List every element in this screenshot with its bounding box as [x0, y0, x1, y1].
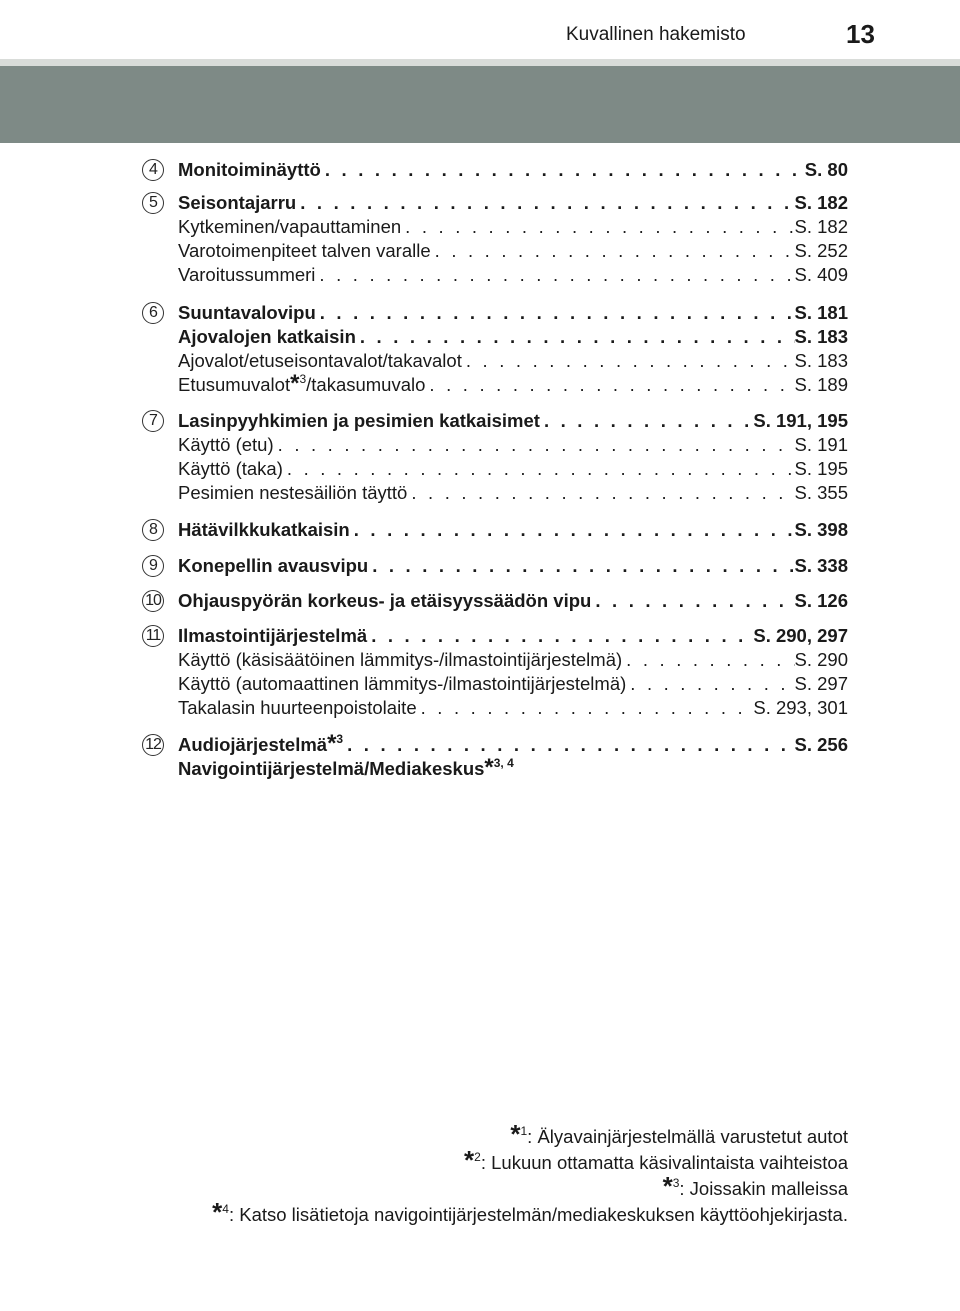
index-entry: [178, 158, 848, 182]
dot-leader: [296, 191, 794, 215]
entry-label: Ajovalojen katkaisin: [178, 326, 356, 347]
dot-leader: [462, 349, 795, 373]
dot-leader: [368, 554, 794, 578]
index-entry: [178, 349, 848, 373]
page-reference: S. 182: [794, 192, 848, 213]
dot-leader: [315, 263, 794, 287]
page-reference: S. 355: [794, 482, 848, 503]
entry-label: Käyttö (taka): [178, 458, 283, 479]
footnote-text: : Lukuun ottamatta käsivalintaista vaihteistoa: [480, 1152, 848, 1173]
page-reference: S. 290: [794, 649, 848, 670]
index-entry: [178, 239, 848, 263]
item-number-badge: 4: [142, 159, 164, 181]
footnote-asterisk: *: [464, 1145, 475, 1175]
dot-leader: [350, 518, 795, 542]
dot-leader: [417, 696, 754, 720]
dot-leader: [401, 215, 794, 239]
footnote-asterisk: *: [212, 1197, 223, 1227]
item-number-badge: 5: [142, 192, 164, 214]
index-entry: [178, 457, 848, 481]
page-reference: S. 293, 301: [753, 697, 848, 718]
page-reference: S. 181: [794, 302, 848, 323]
index-entry: [178, 648, 848, 672]
footnote-mark: 1: [520, 1123, 528, 1138]
page-reference: S. 195: [794, 458, 848, 479]
page-reference: S. 80: [804, 159, 848, 180]
footnote-text: : Joissakin malleissa: [679, 1178, 848, 1199]
entry-label: Ilmastointijärjestelmä: [178, 625, 368, 646]
page-reference: S. 398: [794, 519, 848, 540]
index-entry: [178, 325, 848, 349]
page-reference: S. 290, 297: [753, 625, 848, 646]
footnote-mark: 4: [222, 1201, 229, 1216]
entry-label: Kytkeminen/vapauttaminen: [178, 216, 402, 237]
footnote-asterisk: *: [662, 1171, 673, 1201]
item-number-badge: 7: [142, 410, 164, 432]
index-group-8: [142, 518, 848, 542]
footnote-asterisk: *: [290, 370, 300, 397]
header-title: Kuvallinen hakemisto: [566, 24, 746, 45]
entry-label: Takalasin huurteenpoistolaite: [178, 697, 417, 718]
dot-leader: [356, 325, 795, 349]
footnote-ref: 3: [336, 731, 344, 746]
index-group-12: [142, 730, 848, 781]
index-entry: [178, 554, 848, 578]
footnote-line: [212, 1197, 848, 1228]
index-group-6: [142, 301, 848, 397]
dot-leader: [367, 624, 753, 648]
header-banner: [0, 66, 960, 143]
index-entry: [178, 191, 848, 215]
index-group-9: [142, 554, 848, 578]
page-reference: S. 191, 195: [753, 410, 848, 431]
dot-leader: [622, 648, 794, 672]
footnote-text: : Katso lisätietoja navigointijärjestelmän/mediakeskuksen käyttöohjekirjasta.: [228, 1204, 848, 1225]
page-reference: S. 183: [794, 326, 848, 347]
index-entry: [178, 409, 848, 433]
footnote-mark: 2: [474, 1149, 481, 1164]
dot-leader: [274, 433, 795, 457]
footnote-mark: 3: [672, 1175, 680, 1190]
footnote-asterisk: *: [484, 754, 494, 781]
footnote-ref: 3, 4: [493, 755, 514, 770]
page-reference: S. 183: [794, 350, 848, 371]
footnote-asterisk: *: [327, 730, 337, 757]
index-entry: [178, 754, 848, 781]
dot-leader: [591, 589, 794, 613]
index-group-4: [142, 158, 848, 182]
index-entry: [178, 433, 848, 457]
index-entry: [178, 263, 848, 287]
footnote-line: [212, 1119, 848, 1150]
index-entry: [178, 589, 848, 613]
footnote-ref: 3: [299, 371, 307, 386]
page-reference: S. 256: [794, 734, 848, 755]
index-entry: [178, 370, 848, 397]
dot-leader: [425, 373, 794, 397]
page-reference: S. 126: [794, 590, 848, 611]
entry-label: Konepellin avausvipu: [178, 555, 369, 576]
index-entry: [178, 215, 848, 239]
index-group-7: [142, 409, 848, 505]
index-group-5: [142, 191, 848, 287]
page-reference: S. 191: [794, 434, 848, 455]
page-reference: S. 182: [794, 216, 848, 237]
index-group-10: [142, 589, 848, 613]
entry-label: Monitoiminäyttö: [178, 159, 321, 180]
footnote-line: [212, 1145, 848, 1176]
index-entry: [178, 696, 848, 720]
dot-leader: [540, 409, 753, 433]
entry-label: Varoitussummeri: [178, 264, 316, 285]
item-number-badge: 8: [142, 519, 164, 541]
footnotes: [212, 1119, 848, 1228]
entry-label: Navigointijärjestelmä/Mediakeskus*$^{3, 4}$: [178, 754, 514, 781]
entry-label: Hätävilkkukatkaisin: [178, 519, 350, 540]
dot-leader: [283, 457, 795, 481]
index-entry: [178, 624, 848, 648]
dot-leader: [407, 481, 794, 505]
footnote-asterisk: *: [510, 1119, 521, 1149]
page-reference: S. 338: [794, 555, 848, 576]
index-group-11: [142, 624, 848, 720]
item-number-badge: 11: [142, 625, 164, 647]
index-entry: [178, 481, 848, 505]
entry-label: Seisontajarru: [178, 192, 297, 213]
footnote-text: : Älyavainjärjestelmällä varustetut autot: [527, 1126, 848, 1147]
item-number-badge: 12: [142, 734, 164, 756]
item-number-badge: 9: [142, 555, 164, 577]
entry-label: Ajovalot/etuseisontavalot/takavalot: [178, 350, 462, 371]
page-reference: S. 297: [794, 673, 848, 694]
dot-leader: [321, 158, 805, 182]
header-rule: [0, 59, 960, 66]
footnote-line: [212, 1171, 848, 1202]
entry-label: Käyttö (käsisäätöinen lämmitys-/ilmastointijärjestelmä): [178, 649, 623, 670]
page-number: 13: [846, 19, 875, 49]
dot-leader: [316, 301, 795, 325]
index-entry: [178, 301, 848, 325]
entry-label: Ohjauspyörän korkeus- ja etäisyyssäädön vipu: [178, 590, 592, 611]
entry-label: Pesimien nestesäiliön täyttö: [178, 482, 408, 503]
dot-leader: [626, 672, 794, 696]
page-reference: S. 189: [794, 374, 848, 395]
entry-label: Käyttö (etu): [178, 434, 274, 455]
entry-label: Käyttö (automaattinen lämmitys-/ilmastointijärjestelmä): [178, 673, 627, 694]
entry-label: Varotoimenpiteet talven varalle: [178, 240, 431, 261]
page-reference: S. 409: [794, 264, 848, 285]
entry-label: Suuntavalovipu: [178, 302, 316, 323]
entry-label: Etusumuvalot*$^3$/takasumuvalo: [178, 370, 426, 397]
entry-label: Lasinpyyhkimien ja pesimien katkaisimet: [178, 410, 540, 431]
index-entry: [178, 672, 848, 696]
index-entry: [178, 730, 848, 757]
index-entry: [178, 518, 848, 542]
item-number-badge: 6: [142, 302, 164, 324]
entry-label: Audiojärjestelmä*$^3$: [178, 730, 344, 757]
dot-leader: [343, 733, 794, 757]
dot-leader: [431, 239, 795, 263]
item-number-badge: 10: [142, 590, 164, 612]
page-reference: S. 252: [794, 240, 848, 261]
